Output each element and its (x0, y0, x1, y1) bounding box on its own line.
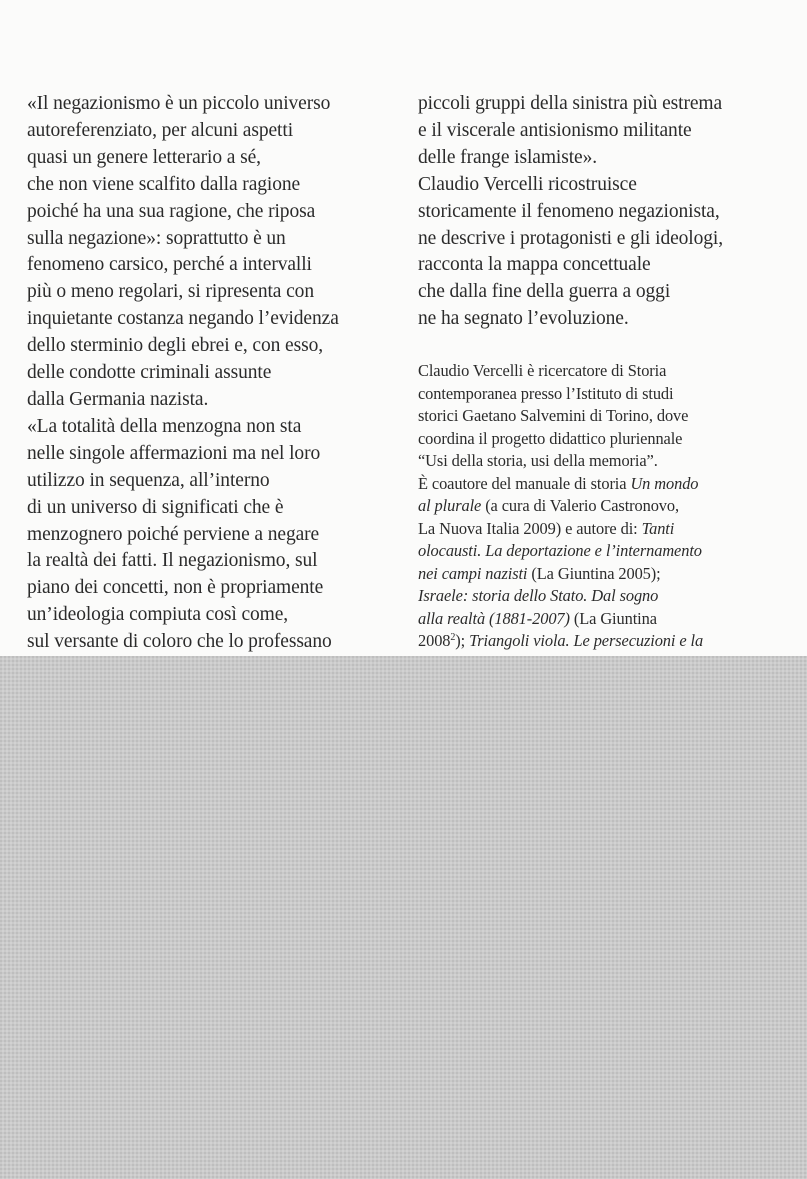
bio-text: (La Giuntina 2005); (527, 563, 661, 583)
bio-line (418, 473, 798, 496)
text-line: menzognero poiché perviene a negare (27, 523, 320, 545)
text-line: che dalla fine della guerra a oggi (418, 281, 671, 303)
text-line: fenomeno carsico, perché a intervalli (27, 254, 312, 276)
bio-line: “Usi della storia, usi della memoria”. (418, 451, 658, 470)
text-line: di un universo di significati che è (27, 496, 284, 518)
book-title: al plurale (418, 496, 482, 515)
text-line: nelle singole affermazioni ma nel loro (27, 442, 321, 464)
bio-line: contemporanea presso l’Istituto di studi (418, 383, 674, 403)
text-line: sul versante di coloro che lo professano (27, 631, 332, 653)
text-line: Claudio Vercelli ricostruisce (418, 173, 637, 195)
bio-line: storici Gaetano Salvemini di Torino, dove (418, 406, 689, 425)
text-line: poiché ha una sua ragione, che riposa (27, 200, 316, 222)
text-line: un’ideologia compiuta così come, (27, 604, 289, 626)
bio-line (418, 630, 798, 653)
redaction-overlay (0, 656, 807, 1179)
text-line: «Il negazionismo è un piccolo universo (27, 93, 331, 114)
text-line: sulla negazione»: soprattutto è un (27, 227, 286, 249)
right-text-column (418, 91, 798, 333)
text-line: inquietante costanza negando l’evidenza (27, 308, 339, 330)
bio-line (418, 518, 798, 541)
text-line: piano dei concetti, non è propriamente (27, 577, 324, 599)
book-title: Triangoli viola. Le persecuzioni e la (469, 631, 704, 650)
book-title: Israele: storia dello Stato. Dal sogno (418, 586, 659, 605)
text-line: dello sterminio degli ebrei e, con esso, (27, 335, 324, 357)
bio-text: La Nuova Italia 2009) e autore di: (418, 518, 642, 538)
book-title: alla realtà (1881-2007) (418, 608, 570, 628)
book-title: olocausti. La deportazione e l’internamento (418, 541, 702, 560)
text-line: delle condotte criminali assunte (27, 362, 272, 384)
bio-line: Claudio Vercelli è ricercatore di Storia (418, 361, 667, 380)
text-line: che non viene scalfito dalla ragione (27, 173, 301, 195)
bio-line: coordina il progetto didattico pluriennale (418, 428, 683, 448)
book-title: Un mondo (630, 473, 699, 493)
bio-text: È coautore del manuale di storia (418, 473, 631, 493)
text-line: più o meno regolari, si ripresenta con (27, 281, 314, 303)
text-line: la realtà dei fatti. Il negazionismo, sul (27, 550, 318, 572)
text-line: ne ha segnato l’evoluzione. (418, 308, 629, 330)
bio-line (418, 563, 798, 586)
author-bio (418, 360, 798, 653)
text-line: delle frange islamiste». (418, 146, 597, 168)
text-line: piccoli gruppi della sinistra più estrema (418, 93, 723, 114)
book-title: Tanti (641, 518, 675, 538)
text-line: «La totalità della menzogna non sta (27, 415, 302, 437)
bio-line (418, 608, 798, 631)
bio-text: (a cura di Valerio Castronovo, (481, 496, 679, 515)
edition-superscript: 2 (450, 632, 456, 643)
bio-text: 2008 (418, 631, 451, 650)
bio-text: (La Giuntina (569, 608, 657, 628)
text-line: utilizzo in sequenza, all’interno (27, 469, 270, 491)
book-title: nei campi nazisti (418, 563, 528, 583)
text-line: dalla Germania nazista. (27, 388, 209, 410)
text-line: storicamente il fenomeno negazionista, (418, 200, 720, 222)
bio-text: ); (455, 631, 470, 650)
text-line: quasi un genere letterario a sé, (27, 146, 261, 168)
bio-line (418, 495, 798, 518)
text-line: ne descrive i protagonisti e gli ideologi, (418, 227, 724, 249)
text-line: racconta la mappa concettuale (418, 254, 651, 276)
text-line: autoreferenziato, per alcuni aspetti (27, 119, 294, 141)
text-line: e il viscerale antisionismo militante (418, 119, 692, 141)
left-text-column (27, 91, 397, 656)
